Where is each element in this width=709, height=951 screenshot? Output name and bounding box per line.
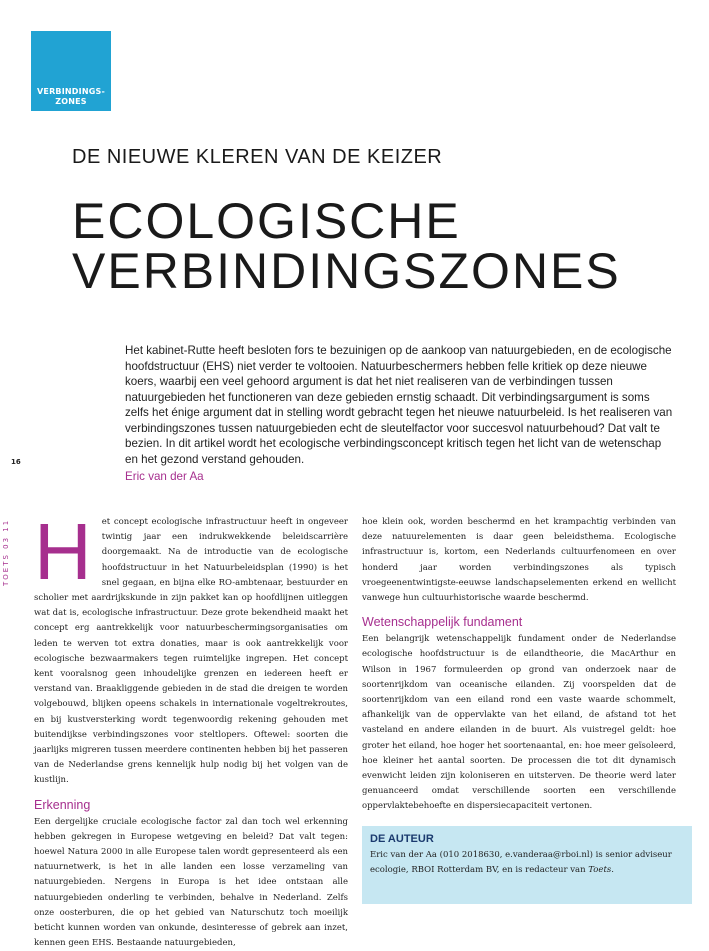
body-column-left [34,507,348,951]
author-box [362,826,692,904]
journal-issue-label: TOETS 03 11 [2,518,10,586]
subheading-erkenning: Erkenning [34,797,91,812]
section-label-box [31,31,111,111]
body-column-right [362,515,676,815]
body-paragraph: hoe klein ook, worden beschermd en het krampachtig verbinden van deze natuurelementen is daar geen beleidsthema. Ecologische infrastructuur is, kortom, een Nederlands cultuurfenomeen en over honderd jaar worden verbindingszones als typisch vroegeenentwintigste-eeuwse landschapselementen erkend en wellicht vanwege hun cultuurhistorische waarde beschermd. [362,517,676,604]
journal-name: Toets [588,865,612,875]
page-number: 16 [11,458,21,466]
author-box-text: Eric van der Aa (010 2018630, e.vanderaa@rboi.nl) is senior adviseur ecologie, RBOI Rotterdam BV, en is redacteur van Toets. [370,850,672,875]
article-title [72,193,621,299]
article-author: Eric van der Aa [125,470,204,483]
body-paragraph: et concept ecologische infrastructuur heeft in ongeveer twintig jaar een indrukwekkende beleidscarrière doorgemaakt. Na de introductie van de ecologische hoofdstructuur in het Natuurbeleidsplan (1990) is het snel gegaan, en bijna elke RO-ambtenaar, bestuurder en scholier met aardrijkskunde in zijn pakket kan op hoofdlijnen uitleggen wat dat is, ecologische infrastructuur. Deze grote bekendheid maakt het concept erg aantrekkelijk voor natuurbeschermingsorganisaties om leden te werven tot extra donaties, maar is ook aantrekkelijk voor ecologische bezwaarmakers tegen ruimtelijke ingrepen. Het concept kent vooralsnog geen inhoudelijke grenzen en iedereen heeft er verstand van. Braakliggende gebieden in de stad die dreigen te worden volgebouwd, blijken opeens schakels in internationale vogeltrekroutes, en bij kustversterking wordt tegenwoordig rekening gehouden met buitendijkse verbindingszones voor steltlopers. Oftewel: soorten die jaarlijks migreren tussen meerdere continenten hebben bij het passeren van de Nederlandse grens kennelijk hulp nodig bij het volgen van de kustlijn. [34,517,348,786]
section-label: VERBINDINGS- ZONES [37,87,105,106]
subheading-wetenschappelijk-fundament: Wetenschappelijk fundament [362,615,523,630]
article-kicker: DE NIEUWE KLEREN VAN DE KEIZER [72,146,443,168]
body-paragraph: Een belangrijk wetenschappelijk fundament onder de Nederlandse ecologische hoofdstructuur is de eilandtheorie, die MacArthur en Wilson in 1967 formuleerden op grond van onderzoek naar de soortenrijkdom van oceanische eilanden. Zij voorspelden dat de soortenrijkdom van een eiland rond een vaste waarde schommelt, afhankelijk van de oppervlakte van het eiland, de afstand tot het vasteland en andere eilanden in de buurt. Als vuistregel geldt: hoe groter het eiland, hoe hoger het soortenaantal, en: hoe meer geïsoleerd, hoe kleiner het aantal soorten. De processen die tot dit dynamisch evenwicht leiden zijn koloniseren en uitsterven. De theorie werd later genuanceerd omdat verschillende soorten een verschillende oppervlaktebehoefte en dispersiecapaciteit vertonen. [362,634,676,812]
author-box-title: DE AUTEUR [370,833,434,845]
body-paragraph: Een dergelijke cruciale ecologische factor zal dan toch wel erkenning hebben gekregen in Europese wetgeving en beleid? Dat valt tegen: hoewel Natura 2000 in alle Europese talen wordt gepresenteerd als een natuurnetwerk, is het in alle landen een losse verzameling van natuurgebieden. Nergens in Europa is het idee ontstaan alle natuurgebieden onderling te verbinden, behalve in Nederland. Zelfs onze oosterburen, die op het gebied van Naturschutz toch moeilijk beticht kunnen worden van onkunde, desinteresse of gebrek aan inzet, kennen geen EHS. Bestaande natuurgebieden, [34,816,348,949]
title-line-2: VERBINDINGSZONES [72,243,621,299]
drop-cap: H [34,507,92,596]
article-intro: Het kabinet-Rutte heeft besloten fors te bezuinigen op de aankoop van natuurgebieden, en de ecologische hoofdstructuur (EHS) niet verder te voltooien. Natuurbeschermers hebben felle kritiek op deze nieuwe koers, waarbij een veel gehoord argument is dat het niet realiseren van de verbindingen tussen natuurgebieden het functioneren van deze gebieden ernstig schaadt. Dit verbindingsargument is soms zelfs het énige argument dat in stelling wordt gebracht tegen het nieuwe natuurbeleid. Is het realiseren van verbindingszones tussen natuurgebieden echt de sleutelfactor voor succesvol natuurbehoud? Dat valt te bezien. In dit artikel wordt het ecologische verbindingsconcept kritisch tegen het licht van de wetenschap en het gezond verstand gehouden. [125,344,673,466]
title-line-1: ECOLOGISCHE [72,193,461,249]
